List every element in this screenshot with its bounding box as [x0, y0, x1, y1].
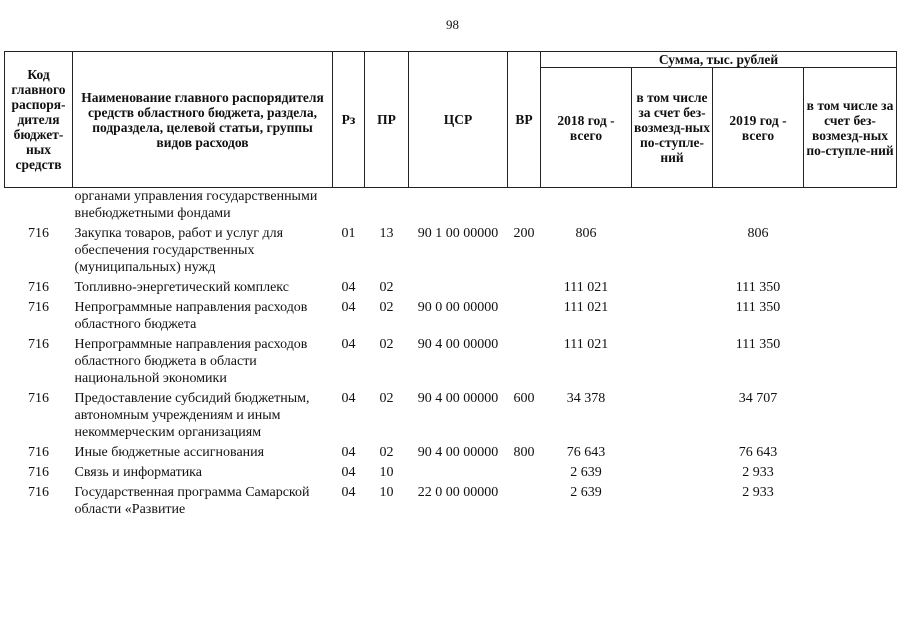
cell-pr: 10 [379, 485, 394, 500]
cell-free-2019 [804, 296, 897, 333]
cell-free-2018 [632, 441, 713, 461]
table-row [5, 222, 897, 276]
cell-rz: 04 [341, 445, 356, 460]
cell-name: органами управления государственными внебюджетными фондами [74, 189, 318, 221]
cell-code: 716 [28, 226, 49, 241]
cell-total-2019: 2 933 [742, 485, 774, 500]
header-code: Код главного распоря-дителя бюджет-ных средств [5, 52, 73, 188]
cell-csr [409, 188, 508, 223]
cell-total-2018: 806 [575, 226, 597, 241]
cell-vr [508, 296, 541, 333]
cell-free-2019 [804, 481, 897, 518]
header-csr: ЦСР [409, 52, 508, 188]
cell-free-2018 [632, 387, 713, 441]
cell-rz: 04 [341, 337, 356, 352]
cell-code: 716 [28, 445, 49, 460]
cell-free-2019 [804, 461, 897, 481]
cell-csr: 90 4 00 00000 [417, 445, 499, 460]
cell-total-2019: 111 350 [735, 337, 781, 352]
cell-name: Топливно-энергетический комплекс [74, 280, 289, 295]
cell-total-2019: 111 350 [735, 280, 781, 295]
cell-total-2019 [713, 188, 804, 223]
cell-total-2019: 111 350 [735, 300, 781, 315]
cell-pr: 02 [379, 280, 394, 295]
cell-rz [333, 188, 365, 223]
cell-free-2019 [804, 387, 897, 441]
cell-rz: 04 [341, 391, 356, 406]
cell-total-2018: 2 639 [570, 485, 602, 500]
table-row [5, 188, 897, 223]
cell-total-2018: 111 021 [563, 337, 609, 352]
header-free-2018: в том числе за счет без-возмезд-ных по-ступле-ний [632, 68, 713, 188]
header-pr: ПР [365, 52, 409, 188]
cell-csr: 22 0 00 00000 [417, 485, 499, 500]
table-row [5, 296, 897, 333]
cell-total-2019: 34 707 [738, 391, 778, 406]
cell-name: Государственная программа Самарской области «Развитие [74, 485, 310, 517]
cell-csr: 90 4 00 00000 [417, 391, 499, 406]
cell-vr [508, 333, 541, 387]
header-total-2018: 2018 год - всего [541, 68, 632, 188]
header-free-2019: в том числе за счет без-возмезд-ных по-ступле-ний [804, 68, 897, 188]
cell-code: 716 [28, 280, 49, 295]
table-body [5, 188, 897, 519]
cell-rz: 01 [341, 226, 356, 241]
cell-free-2019 [804, 276, 897, 296]
cell-rz: 04 [341, 465, 356, 480]
cell-rz: 04 [341, 485, 356, 500]
cell-name: Непрограммные направления расходов областного бюджета в области национальной экономики [74, 337, 308, 386]
header-rz: Рз [333, 52, 365, 188]
cell-csr [409, 276, 508, 296]
cell-vr: 600 [513, 391, 535, 406]
cell-pr: 02 [379, 300, 394, 315]
header-name: Наименование главного распорядителя средств областного бюджета, раздела, подраздела, целевой статьи, группы видов расходов [73, 52, 333, 188]
cell-name: Связь и информатика [74, 465, 202, 480]
cell-pr: 13 [379, 226, 394, 241]
cell-pr: 02 [379, 391, 394, 406]
cell-code: 716 [28, 300, 49, 315]
table-row [5, 276, 897, 296]
cell-free-2019 [804, 222, 897, 276]
cell-vr [508, 188, 541, 223]
header-total-2019: 2019 год - всего [713, 68, 804, 188]
cell-csr: 90 4 00 00000 [417, 337, 499, 352]
cell-name: Предоставление субсидий бюджетным, автономным учреждениям и иным некоммерческим организациям [74, 391, 310, 440]
cell-code: 716 [28, 485, 49, 500]
table-row [5, 387, 897, 441]
cell-pr [365, 188, 409, 223]
cell-total-2018: 76 643 [566, 445, 606, 460]
cell-pr: 10 [379, 465, 394, 480]
cell-free-2018 [632, 276, 713, 296]
cell-free-2019 [804, 333, 897, 387]
cell-total-2019: 2 933 [742, 465, 774, 480]
cell-name: Непрограммные направления расходов областного бюджета [74, 300, 308, 332]
cell-free-2018 [632, 296, 713, 333]
cell-name: Закупка товаров, работ и услуг для обеспечения государственных (муниципальных) нужд [74, 226, 284, 275]
cell-csr [409, 461, 508, 481]
cell-free-2018 [632, 333, 713, 387]
cell-rz: 04 [341, 300, 356, 315]
table-row [5, 441, 897, 461]
cell-vr: 200 [513, 226, 535, 241]
cell-total-2019: 806 [747, 226, 769, 241]
cell-free-2018 [632, 188, 713, 223]
cell-pr: 02 [379, 337, 394, 352]
cell-code: 716 [28, 465, 49, 480]
cell-vr [508, 481, 541, 518]
table-header [5, 52, 897, 188]
cell-pr: 02 [379, 445, 394, 460]
cell-total-2018: 34 378 [566, 391, 606, 406]
header-sum-group: Сумма, тыс. рублей [541, 52, 897, 68]
cell-vr [508, 461, 541, 481]
cell-code [5, 188, 73, 223]
cell-free-2018 [632, 222, 713, 276]
cell-total-2019: 76 643 [738, 445, 778, 460]
cell-free-2019 [804, 188, 897, 223]
table-row [5, 481, 897, 518]
header-vr: ВР [508, 52, 541, 188]
cell-total-2018: 2 639 [570, 465, 602, 480]
cell-csr: 90 1 00 00000 [417, 226, 499, 241]
cell-rz: 04 [341, 280, 356, 295]
table-row [5, 461, 897, 481]
cell-free-2018 [632, 461, 713, 481]
cell-free-2019 [804, 441, 897, 461]
cell-name: Иные бюджетные ассигнования [74, 445, 265, 460]
cell-vr: 800 [513, 445, 535, 460]
budget-table [4, 51, 897, 518]
table-row [5, 333, 897, 387]
page-number: 98 [446, 17, 459, 32]
cell-csr: 90 0 00 00000 [417, 300, 499, 315]
cell-vr [508, 276, 541, 296]
cell-total-2018: 111 021 [563, 300, 609, 315]
cell-code: 716 [28, 337, 49, 352]
cell-total-2018: 111 021 [563, 280, 609, 295]
cell-total-2018 [541, 188, 632, 223]
cell-free-2018 [632, 481, 713, 518]
cell-code: 716 [28, 391, 49, 406]
